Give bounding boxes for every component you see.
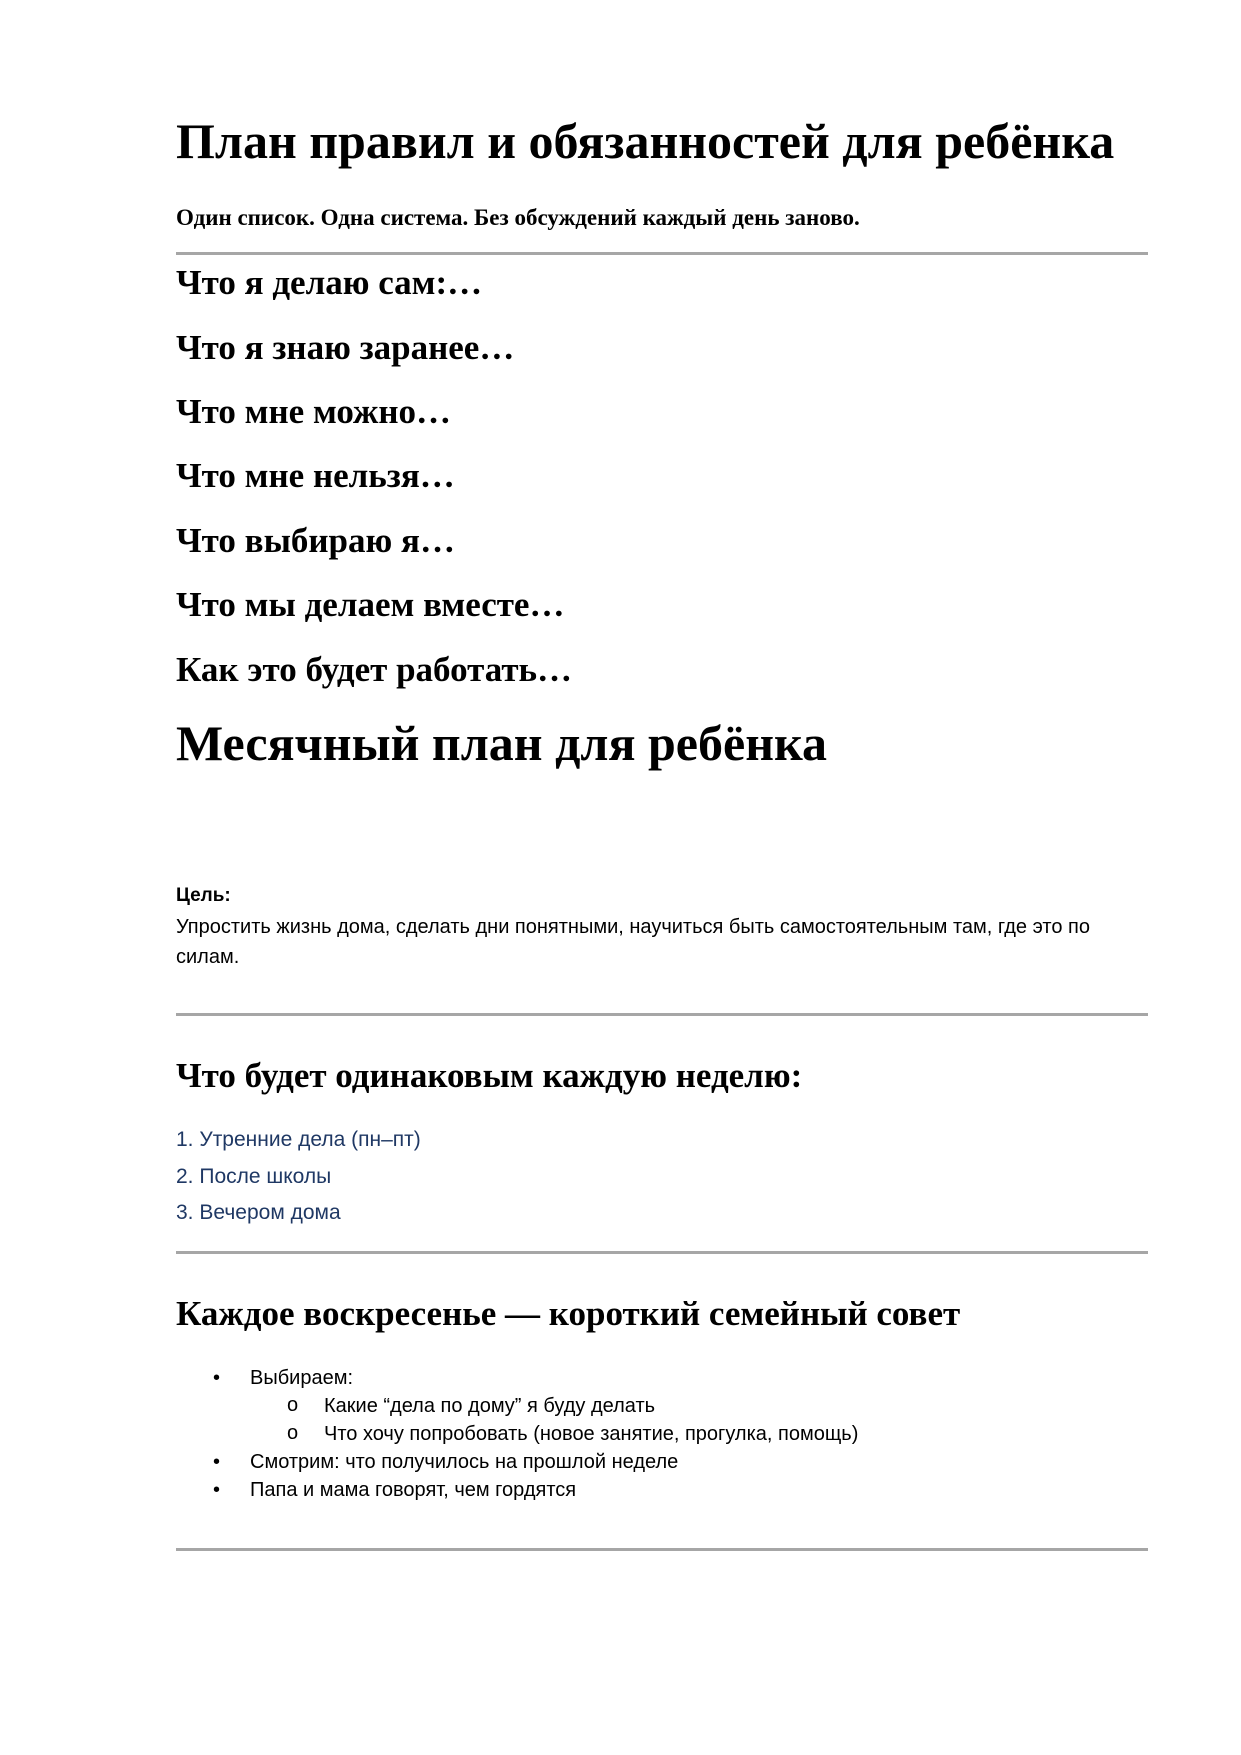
- weekly-item: 3. Вечером дома: [176, 1201, 341, 1224]
- document-subtitle: Один список. Одна система. Без обсуждений каждый день заново.: [176, 205, 860, 230]
- rule-heading-know-in-advance: Что я знаю заранее…: [176, 328, 515, 367]
- monthly-plan-title: Месячный план для ребёнка: [176, 715, 828, 771]
- sunday-bullet: Папа и мама говорят, чем гордятся: [250, 1479, 577, 1501]
- sub-bullet-icon: o: [287, 1422, 299, 1444]
- weekly-item: 2. После школы: [176, 1165, 332, 1188]
- divider: [176, 1251, 1148, 1254]
- sunday-sub-bullet: Какие “дела по дому” я буду делать: [324, 1395, 656, 1417]
- rule-heading-not-allowed: Что мне нельзя…: [176, 456, 455, 495]
- rule-heading-allowed: Что мне можно…: [176, 392, 452, 431]
- rule-heading-i-choose: Что выбираю я…: [176, 521, 455, 560]
- sub-bullet-icon: o: [287, 1394, 299, 1416]
- rule-heading-how-it-works: Как это будет работать…: [176, 650, 573, 689]
- divider: [176, 1013, 1148, 1016]
- bullet-icon: •: [213, 1367, 221, 1389]
- weekly-item: 1. Утренние дела (пн–пт): [176, 1128, 421, 1151]
- goal-text: Упростить жизнь дома, сделать дни понятными, научиться быть самостоятельным там, где это по силам.: [176, 916, 1090, 968]
- sunday-section-title: Каждое воскресенье — короткий семейный совет: [176, 1294, 961, 1333]
- sunday-bullet: Смотрим: что получилось на прошлой неделе: [250, 1451, 679, 1473]
- goal-label: Цель:: [176, 885, 231, 906]
- divider: [176, 252, 1148, 255]
- bullet-icon: •: [213, 1451, 221, 1473]
- document-title: План правил и обязанностей для ребёнка: [176, 113, 1115, 169]
- rule-heading-do-myself: Что я делаю сам:…: [176, 263, 483, 302]
- rule-heading-together: Что мы делаем вместе…: [176, 585, 565, 624]
- weekly-section-title: Что будет одинаковым каждую неделю:: [176, 1056, 803, 1095]
- sunday-bullet: Выбираем:: [250, 1367, 354, 1389]
- divider: [176, 1548, 1148, 1551]
- sunday-sub-bullet: Что хочу попробовать (новое занятие, прогулка, помощь): [324, 1423, 859, 1445]
- bullet-icon: •: [213, 1479, 221, 1501]
